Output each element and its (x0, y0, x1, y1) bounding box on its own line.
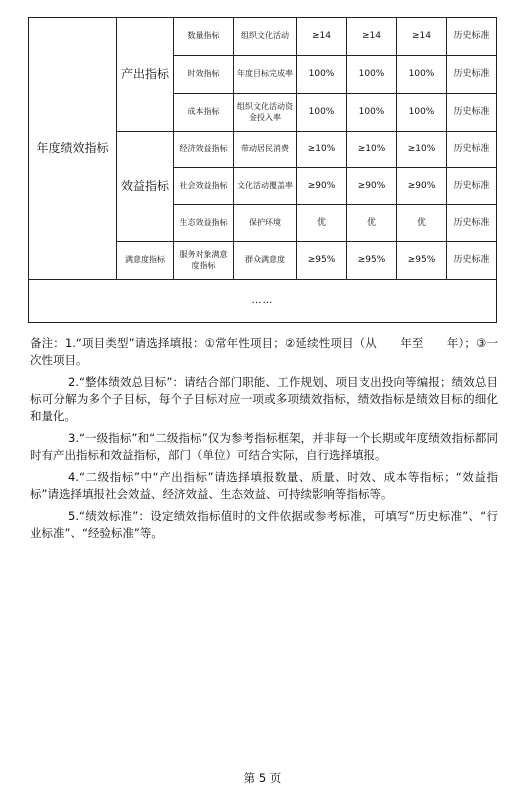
note-4: 4.“二级指标”中“产出指标”请选择填报数量、质量、时效、成本等指标；“效益指标”请选择填报社会效益、经济效益、生态效益、可持续影响等指标等。 (30, 470, 498, 501)
indicator-value: ≥10% (297, 132, 347, 168)
indicator-standard: 历史标准 (447, 18, 497, 56)
page-number: 第 5 页 (243, 771, 282, 785)
indicator-value: ≥14 (347, 18, 397, 56)
indicator-standard: 历史标准 (447, 56, 497, 94)
indicator-content: 组织文化活动资金投入率 (234, 94, 297, 132)
indicator-standard: 历史标准 (447, 94, 497, 132)
indicator-value: ≥14 (397, 18, 447, 56)
table-ellipsis: …… (29, 280, 497, 323)
level1-annual-indicator: 年度绩效指标 (29, 18, 117, 280)
indicator-value: ≥95% (347, 242, 397, 280)
indicator-content: 文化活动覆盖率 (234, 168, 297, 205)
performance-indicator-table (28, 17, 497, 323)
table-row (29, 280, 497, 323)
indicator-name: 生态效益指标 (174, 205, 234, 242)
indicator-content: 保护环境 (234, 205, 297, 242)
indicator-name: 成本指标 (174, 94, 234, 132)
indicator-value: 优 (347, 205, 397, 242)
indicator-value: ≥95% (297, 242, 347, 280)
benefit-indicator-label: 效益指标 (117, 132, 174, 242)
note-5: 5.“绩效标准”：设定绩效指标值时的文件依据或参考标准，可填写“历史标准”、“行业标准”、“经验标准”等。 (30, 509, 498, 540)
notes-section (30, 335, 498, 547)
table-row (29, 18, 497, 56)
indicator-value: ≥90% (347, 168, 397, 205)
indicator-value: ≥90% (297, 168, 347, 205)
indicator-value: ≥10% (347, 132, 397, 168)
indicator-name: 时效指标 (174, 56, 234, 94)
indicator-value: ≥10% (397, 132, 447, 168)
indicator-name: 服务对象满意度指标 (174, 242, 234, 280)
indicator-standard: 历史标准 (447, 242, 497, 280)
indicator-name: 数量指标 (174, 18, 234, 56)
indicator-value: ≥95% (397, 242, 447, 280)
indicator-value: 优 (397, 205, 447, 242)
output-indicator-label: 产出指标 (117, 18, 174, 132)
indicator-standard: 历史标准 (447, 132, 497, 168)
note-2: 2.“整体绩效总目标”：请结合部门职能、工作规划、项目支出投向等编报；绩效总目标可分解为多个子目标，每个子目标对应一项或多项绩效指标，绩效指标是绩效目标的细化和量化。 (30, 375, 498, 423)
indicator-value: 100% (397, 56, 447, 94)
indicator-standard: 历史标准 (447, 168, 497, 205)
indicator-content: 组织文化活动 (234, 18, 297, 56)
indicator-content: 年度目标完成率 (234, 56, 297, 94)
indicator-value: 100% (347, 94, 397, 132)
indicator-value: 100% (297, 94, 347, 132)
note-3: 3.“一级指标”和“二级指标”仅为参考指标框架，并非每一个长期或年度绩效指标都同时有产出指标和效益指标，部门（单位）可结合实际，自行选择填报。 (30, 431, 498, 462)
indicator-value: ≥14 (297, 18, 347, 56)
indicator-value: 优 (297, 205, 347, 242)
indicator-value: ≥90% (397, 168, 447, 205)
indicator-value: 100% (397, 94, 447, 132)
satisfaction-indicator-label: 满意度指标 (117, 242, 174, 280)
indicator-standard: 历史标准 (447, 205, 497, 242)
note-1: 备注：1.“项目类型”请选择填报：①常年性项目；②延续性项目（从 年至 年）；③一次性项目。 (30, 336, 498, 367)
indicator-name: 经济效益指标 (174, 132, 234, 168)
indicator-content: 带动居民消费 (234, 132, 297, 168)
indicator-name: 社会效益指标 (174, 168, 234, 205)
indicator-value: 100% (347, 56, 397, 94)
indicator-value: 100% (297, 56, 347, 94)
indicator-content: 群众满意度 (234, 242, 297, 280)
